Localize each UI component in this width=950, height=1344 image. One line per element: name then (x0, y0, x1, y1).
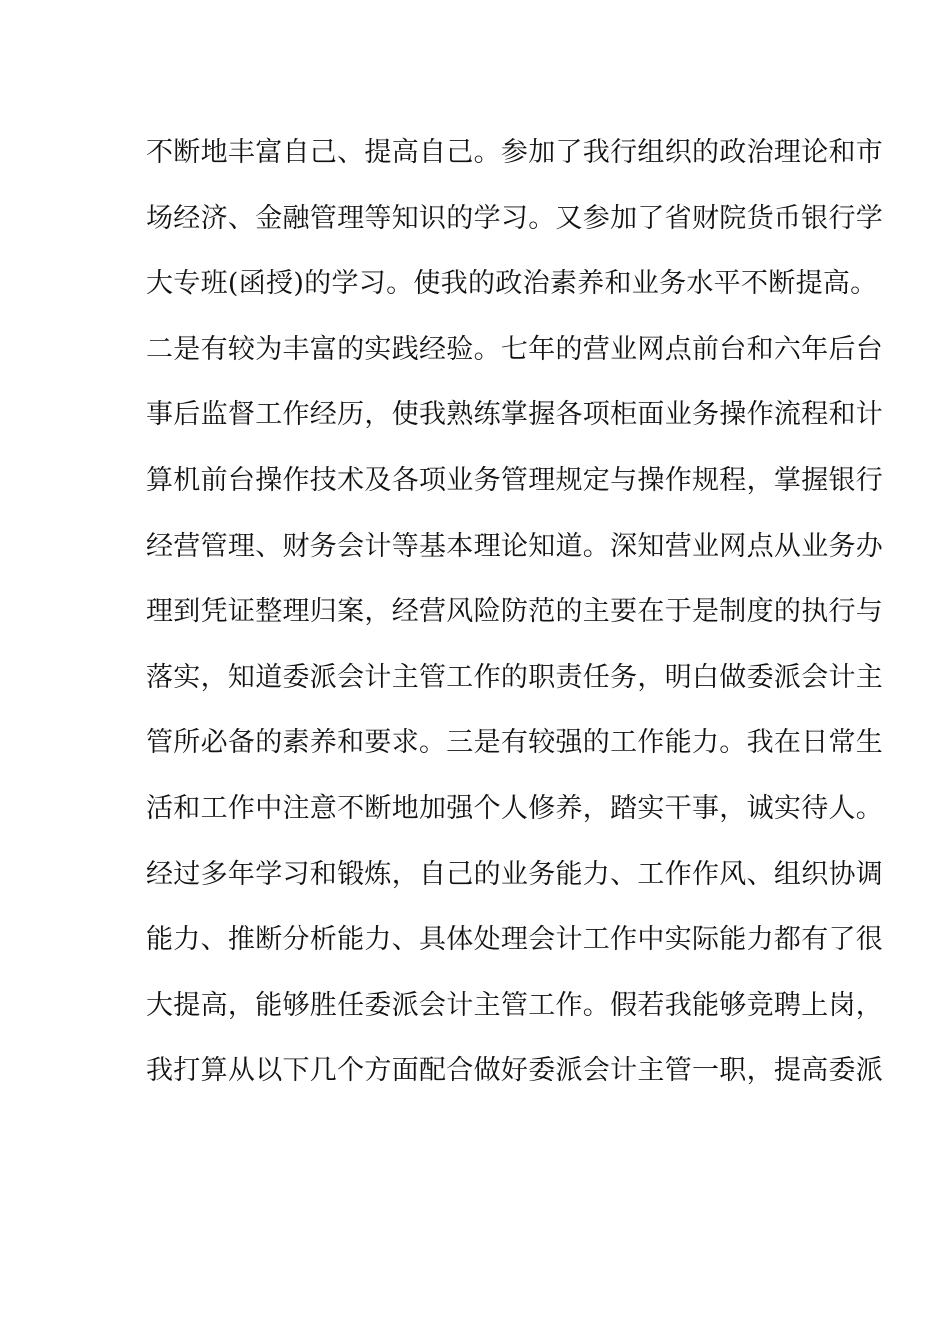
text-line: 理到凭证整理归案，经营风险防范的主要在于是制度的执行与 (146, 596, 884, 628)
text-line: 大专班(函授)的学习。使我的政治素养和业务水平不断提高。 (146, 268, 878, 300)
text-line: 能力、推断分析能力、具体处理会计工作中实际能力都有了很 (146, 924, 884, 956)
text-line: 场经济、金融管理等知识的学习。又参加了省财院货币银行学 (146, 202, 884, 234)
text-line: 落实，知道委派会计主管工作的职责任务，明白做委派会计主 (146, 661, 884, 693)
text-line: 管所必备的素养和要求。三是有较强的工作能力。我在日常生 (146, 727, 884, 759)
text-line: 不断地丰富自己、提高自己。参加了我行组织的政治理论和市 (146, 137, 884, 168)
text-line: 活和工作中注意不断地加强个人修养，踏实干事，诚实待人。 (146, 792, 884, 824)
text-line: 事后监督工作经历，使我熟练掌握各项柜面业务操作流程和计 (146, 399, 884, 431)
text-line: 算机前台操作技术及各项业务管理规定与操作规程，掌握银行 (146, 464, 884, 496)
text-line: 大提高，能够胜任委派会计主管工作。假若我能够竞聘上岗， (146, 989, 884, 1021)
text-line: 我打算从以下几个方面配合做好委派会计主管一职，提高委派 (146, 1055, 884, 1087)
text-line: 经营管理、财务会计等基本理论知道。深知营业网点从业务办 (146, 530, 884, 562)
text-line: 经过多年学习和锻炼，自己的业务能力、工作作风、组织协调 (146, 858, 884, 890)
body-text (146, 128, 884, 1112)
text-line: 二是有较为丰富的实践经验。七年的营业网点前台和六年后台 (146, 333, 884, 365)
